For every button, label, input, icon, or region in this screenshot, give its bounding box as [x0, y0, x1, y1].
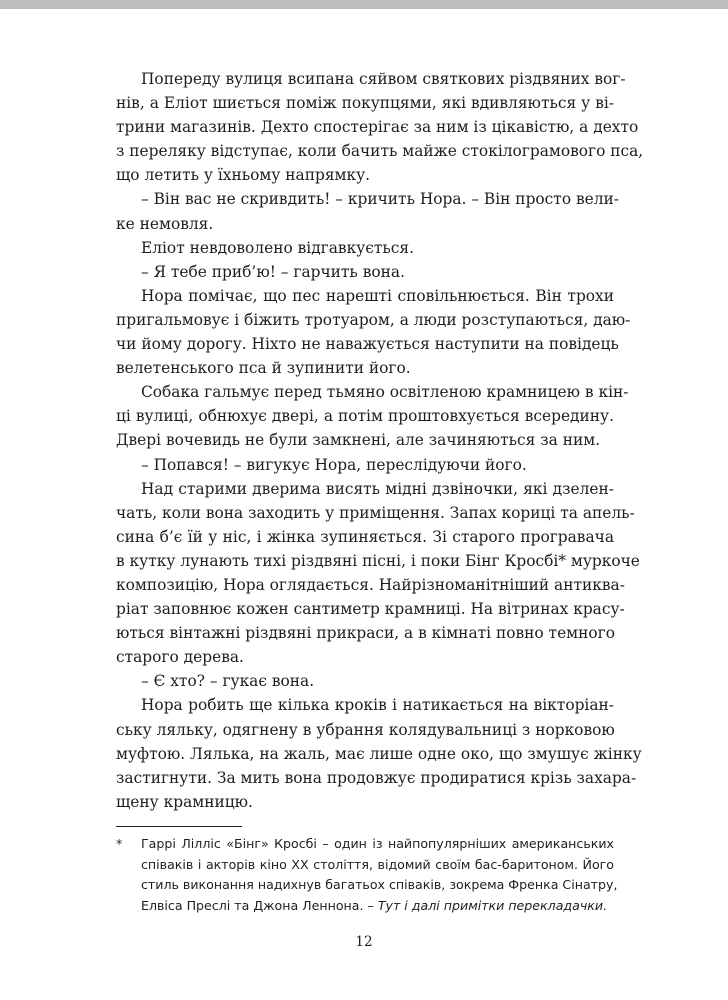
text-line: композицію, Нора оглядається. Найрізноманітніший антиква- — [116, 575, 625, 594]
text-line: велетенського пса й зупинити його. — [116, 359, 411, 378]
text-line: пригальмовує і біжить тротуаром, а люди розступаються, даю- — [116, 310, 631, 329]
text-line: ке немовля. — [116, 214, 214, 233]
text-line: Еліот невдоволено відгавкується. — [141, 238, 414, 257]
footnote-body — [141, 834, 618, 916]
text-line: що летить у їхньому напрямку. — [116, 166, 371, 185]
text-line: ську ляльку, одягнену в убрання колядувальниці з норковою — [116, 720, 615, 739]
footnote-line: співаків і акторів кіно XX століття, відомий своїм бас-баритоном. Його — [141, 856, 614, 872]
text-line: Нора робить ще кілька кроків і натикається на вікторіан- — [141, 696, 614, 715]
paragraph — [116, 693, 642, 813]
text-line: – Я тебе приб’ю! – гарчить вона. — [141, 262, 405, 281]
text-line: з переляку відступає, коли бачить майже стокілограмового пса, — [116, 142, 644, 161]
paragraph — [116, 453, 614, 477]
footnote-marker: * — [116, 836, 123, 851]
text-line: в кутку лунають тихі різдвяні пісні, і поки Бінг Кросбі* муркоче — [116, 551, 640, 570]
text-line: трини магазинів. Дехто спостерігає за ним із цікавістю, а дехто — [116, 118, 639, 137]
paragraph — [116, 187, 619, 235]
footnote-text: Елвіса Преслі та Джона Леннона. – — [141, 897, 378, 913]
paragraph — [116, 380, 629, 452]
footnote-separator — [116, 826, 242, 827]
text-line: Нора помічає, що пес нарешті сповільнюється. Він трохи — [141, 286, 614, 305]
text-line: чи йому дорогу. Ніхто не наважується наступити на повідець — [116, 335, 619, 354]
paragraph — [116, 477, 640, 670]
paragraph — [116, 260, 614, 284]
text-line: – Він вас не скривдить! – кричить Нора. – Він просто вели- — [141, 190, 619, 209]
text-line: Собака гальмує перед тьмяно освітленою крамницею в кін- — [141, 383, 629, 402]
page-number: 12 — [355, 934, 373, 950]
text-line: щену крамницю. — [116, 792, 253, 811]
footnote-line: Гаррі Лілліс «Бінг» Кросбі – один із найпопулярніших американських — [141, 836, 614, 851]
text-line: Двері вочевидь не були замкнені, але зачиняються за ним. — [116, 431, 601, 450]
text-line: Над старими дверима висять мідні дзвіночки, які дзелен- — [141, 479, 614, 498]
text-line: ці вулиці, обнюхує двері, а потім проштовхується всередину. — [116, 407, 614, 426]
body-text — [116, 67, 644, 814]
text-line: застигнути. За мить вона продовжує продиратися крізь захара- — [116, 768, 637, 787]
footnote-line: стиль виконання надихнув багатьох співаків, зокрема Френка Сінатру, — [141, 877, 618, 892]
text-line: старого дерева. — [116, 648, 244, 667]
text-line: ються вінтажні різдвяні прикраси, а в кімнаті повно темного — [116, 624, 616, 643]
top-edge-band — [0, 0, 728, 9]
paragraph — [116, 67, 644, 187]
text-line: нів, а Еліот шиється поміж покупцями, які вдивляються у ві- — [116, 94, 614, 113]
footnote — [116, 834, 618, 916]
footnote-line — [141, 896, 614, 917]
paragraph — [116, 236, 614, 260]
text-line: – Є хто? – гукає вона. — [141, 672, 315, 691]
text-line: чать, коли вона заходить у приміщення. Запах кориці та апель- — [116, 503, 635, 522]
text-line: муфтою. Лялька, на жаль, має лише одне око, що змушує жінку — [116, 744, 642, 763]
text-line: – Попався! – вигукує Нора, переслідуючи його. — [141, 455, 527, 474]
text-line: сина б’є їй у ніс, і жінка зупиняється. Зі старого програвача — [116, 527, 614, 546]
text-line: ріат заповнює кожен сантиметр крамниці. На вітринах красу- — [116, 600, 625, 619]
paragraph — [116, 284, 631, 380]
text-line: Попереду вулиця всипана сяйвом святкових різдвяних вог- — [141, 70, 626, 88]
translator-note: Тут і далі примітки перекладачки. — [377, 897, 608, 913]
paragraph — [116, 669, 614, 693]
